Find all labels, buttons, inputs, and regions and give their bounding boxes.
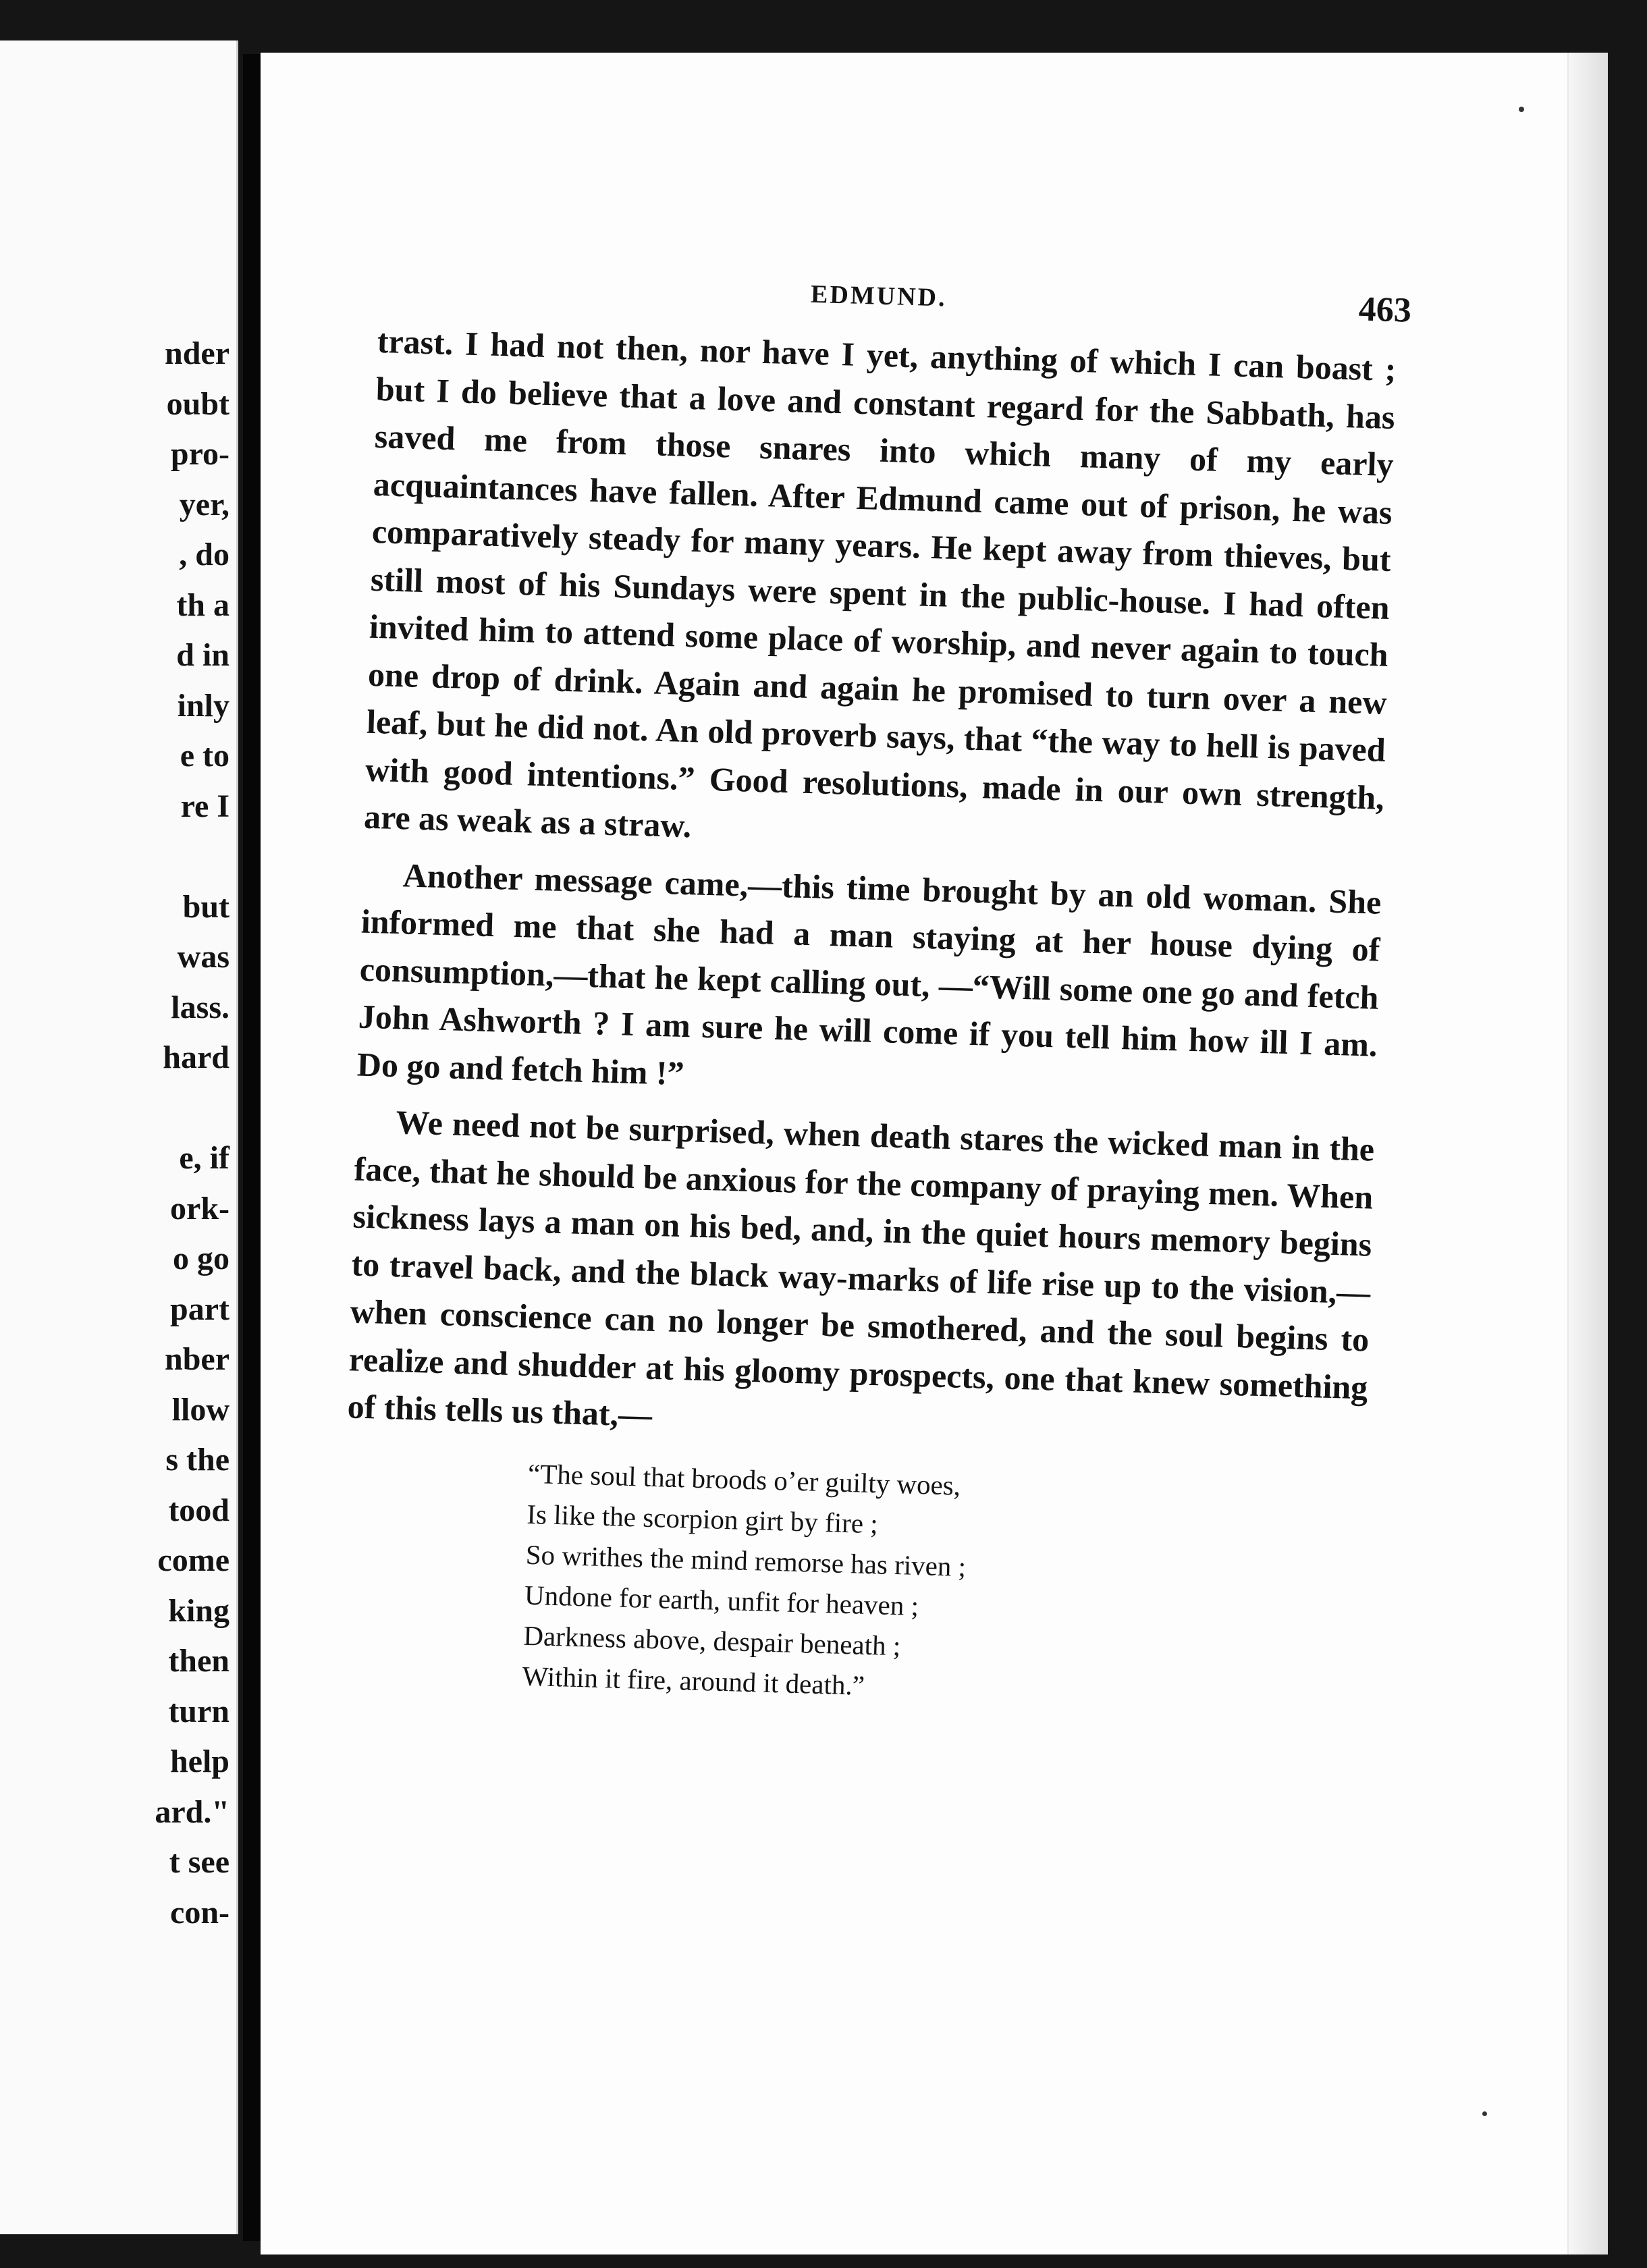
poem-line: Undone for earth, unfit for heaven ; xyxy=(524,1579,919,1621)
previous-page-line-end: pro- xyxy=(170,436,230,472)
previous-page-line-end: s the xyxy=(165,1442,230,1478)
paragraph: trast. I had not then, nor have I yet, anything of which I can boast ; but I do believe that a love and constant regard for the Sabbath, has saved me from those snares into which many of my early acquaintances have fallen. After Edmund came out of prison, he was comparatively steady for many years. He kept away from thieves, but still most of his Sundays were spent in the public-house. I had often invited him to attend some place of worship, and never again to touch one drop of drink. Again and again he promised to turn over a new leaf, but he did not. An old proverb says, that “the way to hell is paved with good intentions.” Good resolutions, made in our own strength, are as weak as a straw. xyxy=(363,321,1397,845)
previous-page-line-end: then xyxy=(168,1643,230,1679)
previous-page-line-end: nber xyxy=(165,1341,230,1377)
previous-page-line-end: , do xyxy=(179,537,230,572)
previous-page-line-end: inly xyxy=(177,687,230,724)
previous-page-fragment xyxy=(0,40,238,2234)
running-head-title: EDMUND. xyxy=(810,279,948,313)
poem-line: So writhes the mind remorse has riven ; xyxy=(525,1538,967,1582)
previous-page-line-end: hard xyxy=(163,1040,230,1075)
previous-page-line-end: ork- xyxy=(170,1190,230,1226)
previous-page-line-end: oubt xyxy=(166,385,230,422)
previous-page-line-end: d in xyxy=(176,637,230,673)
previous-page-line-end: nder xyxy=(165,335,230,371)
previous-page-line-end: lass. xyxy=(171,989,230,1025)
previous-page-line-end: e to xyxy=(180,738,230,774)
previous-page-line-end: con- xyxy=(170,1894,230,1931)
previous-page-line-end: th a xyxy=(176,587,230,623)
poem-line: Is like the scorpion girt by fire ; xyxy=(526,1498,879,1539)
previous-page-line-end: but xyxy=(182,888,230,925)
poem-line: “The soul that broods o’er guilty woes, xyxy=(527,1457,961,1501)
paragraph: Another message came,—this time brought by an old woman. She informed me that she had a man staying at her house dying of consumption,—that he kept calling out, —“Will some one go and fetch John Ashworth ? I am sure he will come if you tell him how ill I am. Do go and fetch him !” xyxy=(356,855,1382,1092)
page-edge xyxy=(1567,53,1608,2254)
previous-page-line-end: help xyxy=(169,1744,230,1779)
print-speck xyxy=(1519,107,1524,112)
book-gutter xyxy=(243,54,261,2241)
previous-page-line-end: come xyxy=(157,1542,230,1578)
previous-page-line-end: turn xyxy=(168,1693,230,1729)
poem-quote xyxy=(522,1453,1366,1719)
previous-page-line-end: part xyxy=(170,1291,230,1327)
page-content xyxy=(340,267,1412,1719)
poem-line: Darkness above, despair beneath ; xyxy=(522,1619,901,1661)
previous-page-line-end: e, if xyxy=(179,1140,230,1176)
previous-page-line-end: t see xyxy=(169,1844,230,1880)
paragraph: We need not be surprised, when death stares the wicked man in the face, that he should be anxious for the company of praying men. When sickness lays a man on his bed, and, in the quiet hours memory begins to travel back, and the black way-marks of life rise up to the vision,—when conscience can no longer be smothered, and the soul begins to realize and shudder at his gloomy prospects, one that knew something of this tells us that,— xyxy=(347,1103,1375,1434)
poem-line: Within it fire, around it death.” xyxy=(522,1660,865,1701)
previous-page-line-end: king xyxy=(168,1592,230,1629)
previous-page-line-end: tood xyxy=(168,1492,230,1528)
previous-page-line-end: yer, xyxy=(179,486,230,522)
print-speck xyxy=(1482,2111,1487,2116)
previous-page-line-end: o go xyxy=(173,1241,230,1276)
page-number: 463 xyxy=(1358,290,1412,330)
previous-page-line-end: llow xyxy=(171,1391,230,1428)
previous-page-line-end: re I xyxy=(180,788,230,824)
previous-page-line-end: ard." xyxy=(155,1793,230,1830)
book-page xyxy=(261,53,1608,2254)
previous-page-line-end: was xyxy=(177,939,230,975)
